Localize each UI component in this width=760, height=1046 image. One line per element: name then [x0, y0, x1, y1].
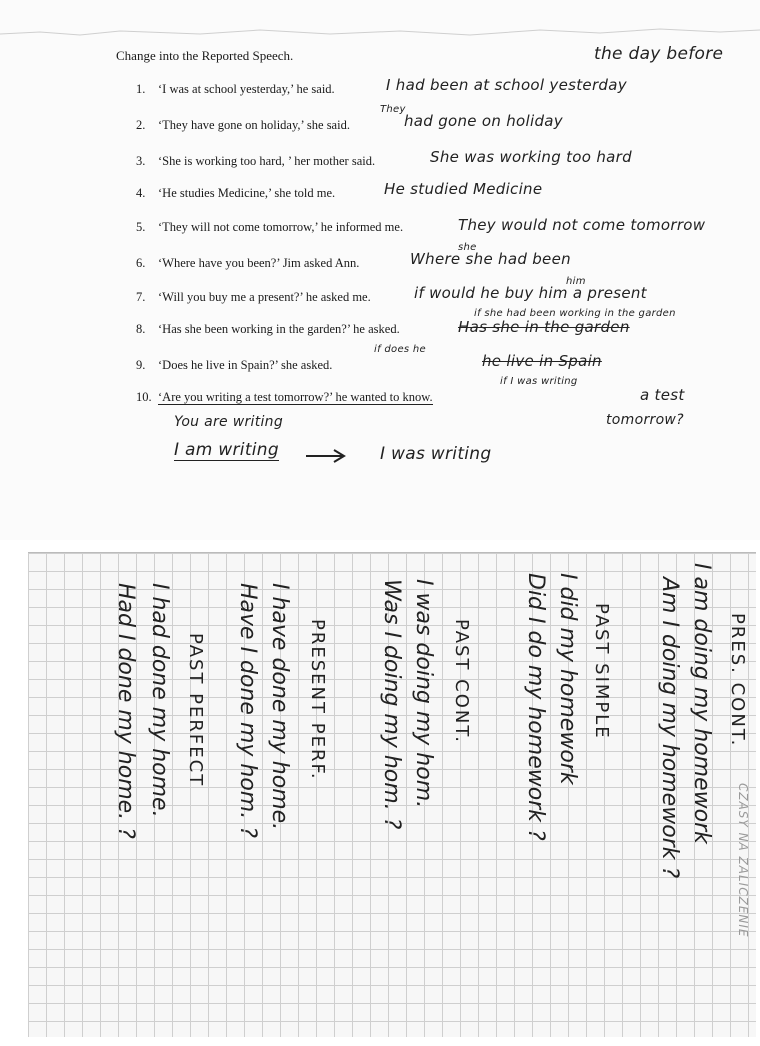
tense-example: Did I do my homework ? [523, 573, 548, 841]
handwritten-answer: had gone on holiday [404, 112, 563, 130]
notes-column [555, 573, 580, 785]
worksheet-title: Change into the Reported Speech. [116, 48, 294, 63]
exercise-text: ‘Does he live in Spain?’ she asked. [158, 358, 333, 372]
exercise-text: ‘I was at school yesterday,’ he said. [158, 82, 335, 96]
exercise-text: ‘Has she been working in the garden?’ he asked. [158, 322, 400, 336]
tense-example: I have done my home. [267, 583, 292, 831]
grid-paper-notes [28, 552, 756, 1037]
tense-example: I am doing my homework [689, 563, 714, 844]
tense-example: Had I done my home. ? [113, 583, 138, 839]
exercise-item: 2. ‘They have gone on holiday,’ she said. [136, 118, 350, 132]
handwritten-answer: I had been at school yesterday [386, 76, 627, 94]
notes-column [411, 579, 436, 808]
exercise-list [0, 0, 760, 420]
notes-column [727, 613, 748, 747]
handwritten-answer: a test [640, 386, 685, 404]
notes-column [591, 603, 612, 740]
handwritten-correction: if she had been working in the garden [474, 308, 676, 319]
exercise-item: 1. ‘I was at school yesterday,’ he said. [136, 82, 335, 96]
tense-heading: PAST SIMPLE [591, 603, 612, 740]
tense-example: Am I doing my homework ? [657, 577, 682, 879]
handwritten-answer: Has she in the garden [458, 318, 630, 336]
notes-column [185, 633, 206, 787]
handwritten-correction: if does he [374, 344, 426, 355]
handwritten-correction: They [380, 104, 406, 115]
handwritten-note: tomorrow? [606, 412, 684, 428]
exercise-item: 5. ‘They will not come tomorrow,’ he informed me. [136, 220, 404, 234]
tense-heading: PRESENT PERF. [307, 619, 328, 781]
exercise-item: 4. ‘He studies Medicine,’ she told me. [136, 186, 336, 200]
handwritten-correction: she [458, 242, 477, 253]
exercise-text: ‘He studies Medicine,’ she told me. [158, 186, 336, 200]
handwritten-note: I am writing [174, 440, 279, 460]
tense-example: I did my homework [555, 573, 580, 785]
notes-column [657, 577, 682, 878]
handwritten-answer: Where she had been [410, 250, 571, 268]
tense-heading: PAST PERFECT [185, 633, 206, 788]
notes-column [307, 619, 328, 781]
notes-column [523, 573, 548, 841]
tense-heading: PRES. CONT. [727, 613, 748, 748]
notes-column [379, 579, 404, 829]
handwritten-answer: if would he buy him a present [414, 284, 647, 302]
notes-column [267, 583, 292, 830]
tense-example: Was I doing my hom. ? [379, 579, 404, 830]
corner-note: the day before [594, 44, 724, 64]
handwritten-correction: if I was writing [500, 376, 578, 387]
notes-column [689, 563, 714, 844]
handwritten-correction: him [566, 276, 586, 287]
exercise-item: 10. ‘Are you writing a test tomorrow?’ he wanted to know. [136, 390, 433, 404]
notes-column [235, 583, 260, 838]
tense-example: I was doing my hom. [411, 579, 436, 809]
exercise-item: 8. ‘Has she been working in the garden?’ he asked. [136, 322, 400, 336]
exercise-text: ‘Where have you been?’ Jim asked Ann. [158, 256, 360, 270]
arrow-right-icon [304, 448, 348, 464]
exercise-item: 9. ‘Does he live in Spain?’ she asked. [136, 358, 333, 372]
tense-heading: PAST CONT. [451, 619, 472, 744]
handwritten-note: You are writing [174, 414, 284, 430]
exercise-item: 3. ‘She is working too hard, ’ her mother said. [136, 154, 376, 168]
notes-column [147, 583, 172, 818]
exercise-item: 6. ‘Where have you been?’ Jim asked Ann. [136, 256, 360, 270]
tense-example: I had done my home. [147, 583, 172, 818]
exercise-item: 7. ‘Will you buy me a present?’ he asked me. [136, 290, 371, 304]
exercise-text: ‘Will you buy me a present?’ he asked me. [158, 290, 371, 304]
exercise-text: ‘She is working too hard, ’ her mother said. [158, 154, 376, 168]
handwritten-answer: They would not come tomorrow [458, 216, 706, 234]
handwritten-answer: he live in Spain [482, 352, 602, 370]
handwritten-answer: She was working too hard [430, 148, 632, 166]
notes-column [113, 583, 138, 839]
handwritten-note: I was writing [380, 444, 492, 464]
handwritten-answer: He studied Medicine [384, 180, 543, 198]
faint-margin-note: CZASY NA ZALICZENIE [736, 783, 750, 938]
tense-example: Have I done my hom. ? [235, 583, 260, 838]
exercise-text: ‘They will not come tomorrow,’ he informed me. [158, 220, 404, 234]
notes-column [451, 619, 472, 744]
exercise-text: ‘Are you writing a test tomorrow?’ he wanted to know. [158, 390, 433, 404]
exercise-text: ‘They have gone on holiday,’ she said. [158, 118, 350, 132]
